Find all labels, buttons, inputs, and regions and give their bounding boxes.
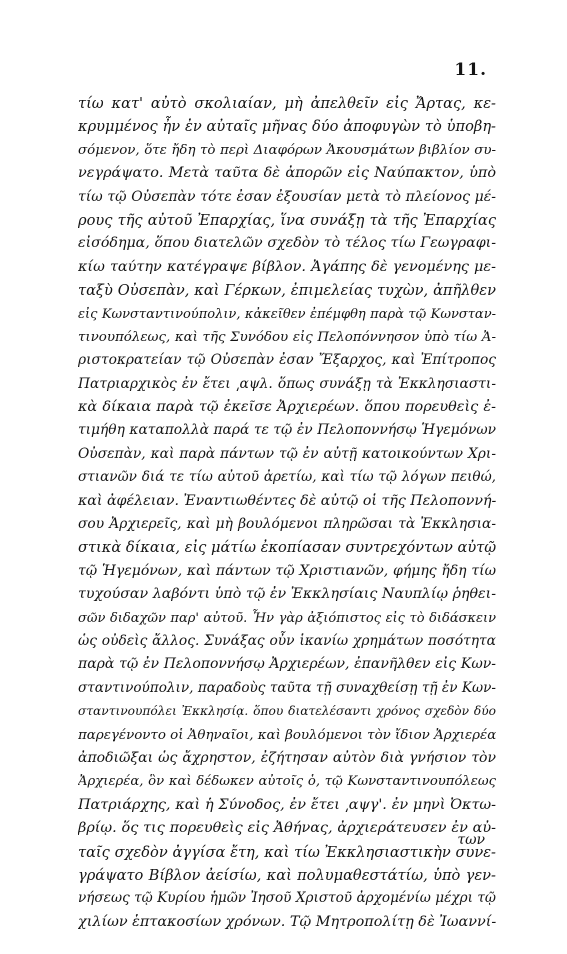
- text-line: σταντινουπόλει Ἐκκλησίᾳ. ὅπου διατελέσαντι χρόνος σχεδὸν δύο: [78, 704, 496, 719]
- text-line: Οὐσεπὰν, καὶ παρὰ πάντων τῷ ἐν αὐτῇ κατοικούντων Χρι-: [78, 445, 496, 462]
- text-line: σῶν διδαχῶν παρ' αὐτοῦ. Ἦν γὰρ ἀξιόπιστος εἰς τὸ διδάσκειν: [78, 610, 496, 626]
- text-line: εἰς Κωνσταντινούπολιν, κἀκεῖθεν ἐπέμφθη παρὰ τῷ Κωνσταν-: [78, 306, 496, 322]
- text-line: κρυμμένος ἦν ἐν αὐταῖς μῆνας δύο ἀποφυγὼν τὸ ὑποβη-: [78, 118, 496, 136]
- text-line: σταντινούπολιν, παραδοὺς ταῦτα τῇ συναχθείσῃ τῇ ἐν Κων-: [78, 679, 496, 696]
- text-line: στιανῶν διά τε τίω αὐτοῦ ἀρετίω, καὶ τίω τῷ λόγων πειθώ,: [78, 469, 496, 486]
- text-line: Πατριαρχικὸς ἐν ἔτει ͵αψλ. ὅπως συνάξῃ τὰ Ἐκκλησιαστι-: [78, 375, 496, 392]
- text-line: παρὰ τῷ ἐν Πελοποννήσῳ Ἀρχιερέων, ἐπανῆλθεν εἰς Κων-: [78, 656, 496, 673]
- text-line: τυχούσαν λαβόντι ὑπὸ τῷ ἐν Ἐκκλησίαις Ναυπλίῳ ῥηθει-: [78, 586, 496, 603]
- text-line: τίω κατ' αὐτὸ σκολιαίαν, μὴ ἀπελθεῖν εἰς Ἄρτας, κε-: [78, 95, 496, 112]
- text-line: ριστοκρατείαν τῷ Οὐσεπὰν ἐσαν Ἔξαρχος, καὶ Ἐπίτροπος: [78, 352, 496, 369]
- text-line: γράψατο Βίβλον ἀείσίω, καὶ πολυμαθεστάτίω, ὑπὸ γεν-: [78, 866, 496, 884]
- text-line: τινουπόλεως, καὶ τῆς Συνόδου εἰς Πελοπόννησον ὑπὸ τίω Ἀ-: [78, 329, 496, 345]
- text-line: χιλίων ἑπτακοσίων χρόνων. Τῷ Μητροπολίτῃ δὲ Ἰωαννί-: [78, 913, 496, 930]
- text-line: σου Ἀρχιερεῖς, καὶ μὴ βουλόμενοι πληρῶσαι τὰ Ἐκκλησια-: [78, 516, 496, 533]
- text-line: Ἀρχιερέα, ὃν καὶ δέδωκεν αὐτοῖς ὁ, τῷ Κωνσταντινουπόλεως: [78, 774, 496, 790]
- text-line: τιμήθη καταπολλὰ παρά τε τῷ ἐν Πελοποννήσῳ Ἡγεμόνων: [78, 422, 496, 439]
- text-line: ἀποδιῶξαι ὡς ἄχρηστον, ἐζήτησαν αὐτὸν διὰ γνήσιον τὸν: [78, 749, 496, 766]
- text-line: ταῖς σχεδὸν ἀγγίσα ἔτη, καὶ τίω Ἐκκλησιαστικὴν συνε-: [78, 843, 496, 861]
- page-number: 11.: [454, 60, 487, 80]
- text-line: βρίῳ. ὅς τις πορευθεὶς εἰς Ἀθήνας, ἀρχιεράτευσεν ἐν αὐ-: [78, 820, 496, 837]
- text-line: κὰ δίκαια παρὰ τῷ ἐκεῖσε Ἀρχιερέων. ὅπου πορευθεὶς ἐ-: [78, 399, 496, 416]
- body-text: [78, 92, 496, 934]
- catchword: των: [457, 832, 485, 848]
- text-line: κίω ταύτην κατέγραψε βίβλον. Ἀγάπης δὲ γενομένης με-: [78, 258, 496, 275]
- text-line: τίω τῷ Οὐσεπὰν τότε ἐσαν ἐξουσίαν μετὰ τὸ πλείονος μέ-: [78, 188, 496, 205]
- text-line: καὶ ἀφέλειαν. Ἐναντιωθέντες δὲ αὐτῷ οἱ τῆς Πελοποννή-: [78, 492, 496, 509]
- text-line: παρεγένοντο οἱ Ἀθηναῖοι, καὶ βουλόμενοι τὸν ἴδιον Ἀρχιερέα: [78, 727, 496, 743]
- text-line: ὡς οὐδεὶς ἄλλος. Συνάξας οὖν ἱκανίω χρημάτων ποσότητα: [78, 632, 496, 649]
- text-line: νεγράψατο. Μετὰ ταῦτα δὲ ἀπορῶν εἰς Ναύπακτον, ὑπὸ: [78, 165, 496, 182]
- text-line: νήσεως τῷ Κυρίου ἡμῶν Ἰησοῦ Χριστοῦ ἀρχομένίω μέχρι τῷ: [78, 890, 496, 907]
- text-line: εἰσόδημα, ὅπου διατελῶν σχεδὸν τὸ τέλος τίω Γεωγραφι-: [78, 235, 496, 252]
- text-line: στικὰ δίκαια, εἰς μάτίω ἐκοπίασαν συντρεχόντων αὐτῷ: [78, 539, 496, 557]
- text-line: σόμενον, ὅτε ἤδη τὸ περὶ Διαφόρων Ἀκουσμάτων βιβλίον συ-: [78, 142, 496, 158]
- text-line: ταξὺ Οὐσεπὰν, καὶ Γέρκων, ἐπιμελείας τυχὼν, ἀπῆλθεν: [78, 282, 496, 300]
- text-line: τῷ Ἡγεμόνων, καὶ πάντων τῷ Χριστιανῶν, φήμης ἤδη τίω: [78, 562, 496, 579]
- text-line: ρους τῆς αὐτοῦ Ἐπαρχίας, ἵνα συνάξῃ τὰ τῆς Ἐπαρχίας: [78, 211, 496, 229]
- text-line: Πατριάρχης, καὶ ἡ Σύνοδος, ἐν ἔτει ͵αψγ'. ἐν μηνὶ Ὀκτω-: [78, 796, 496, 813]
